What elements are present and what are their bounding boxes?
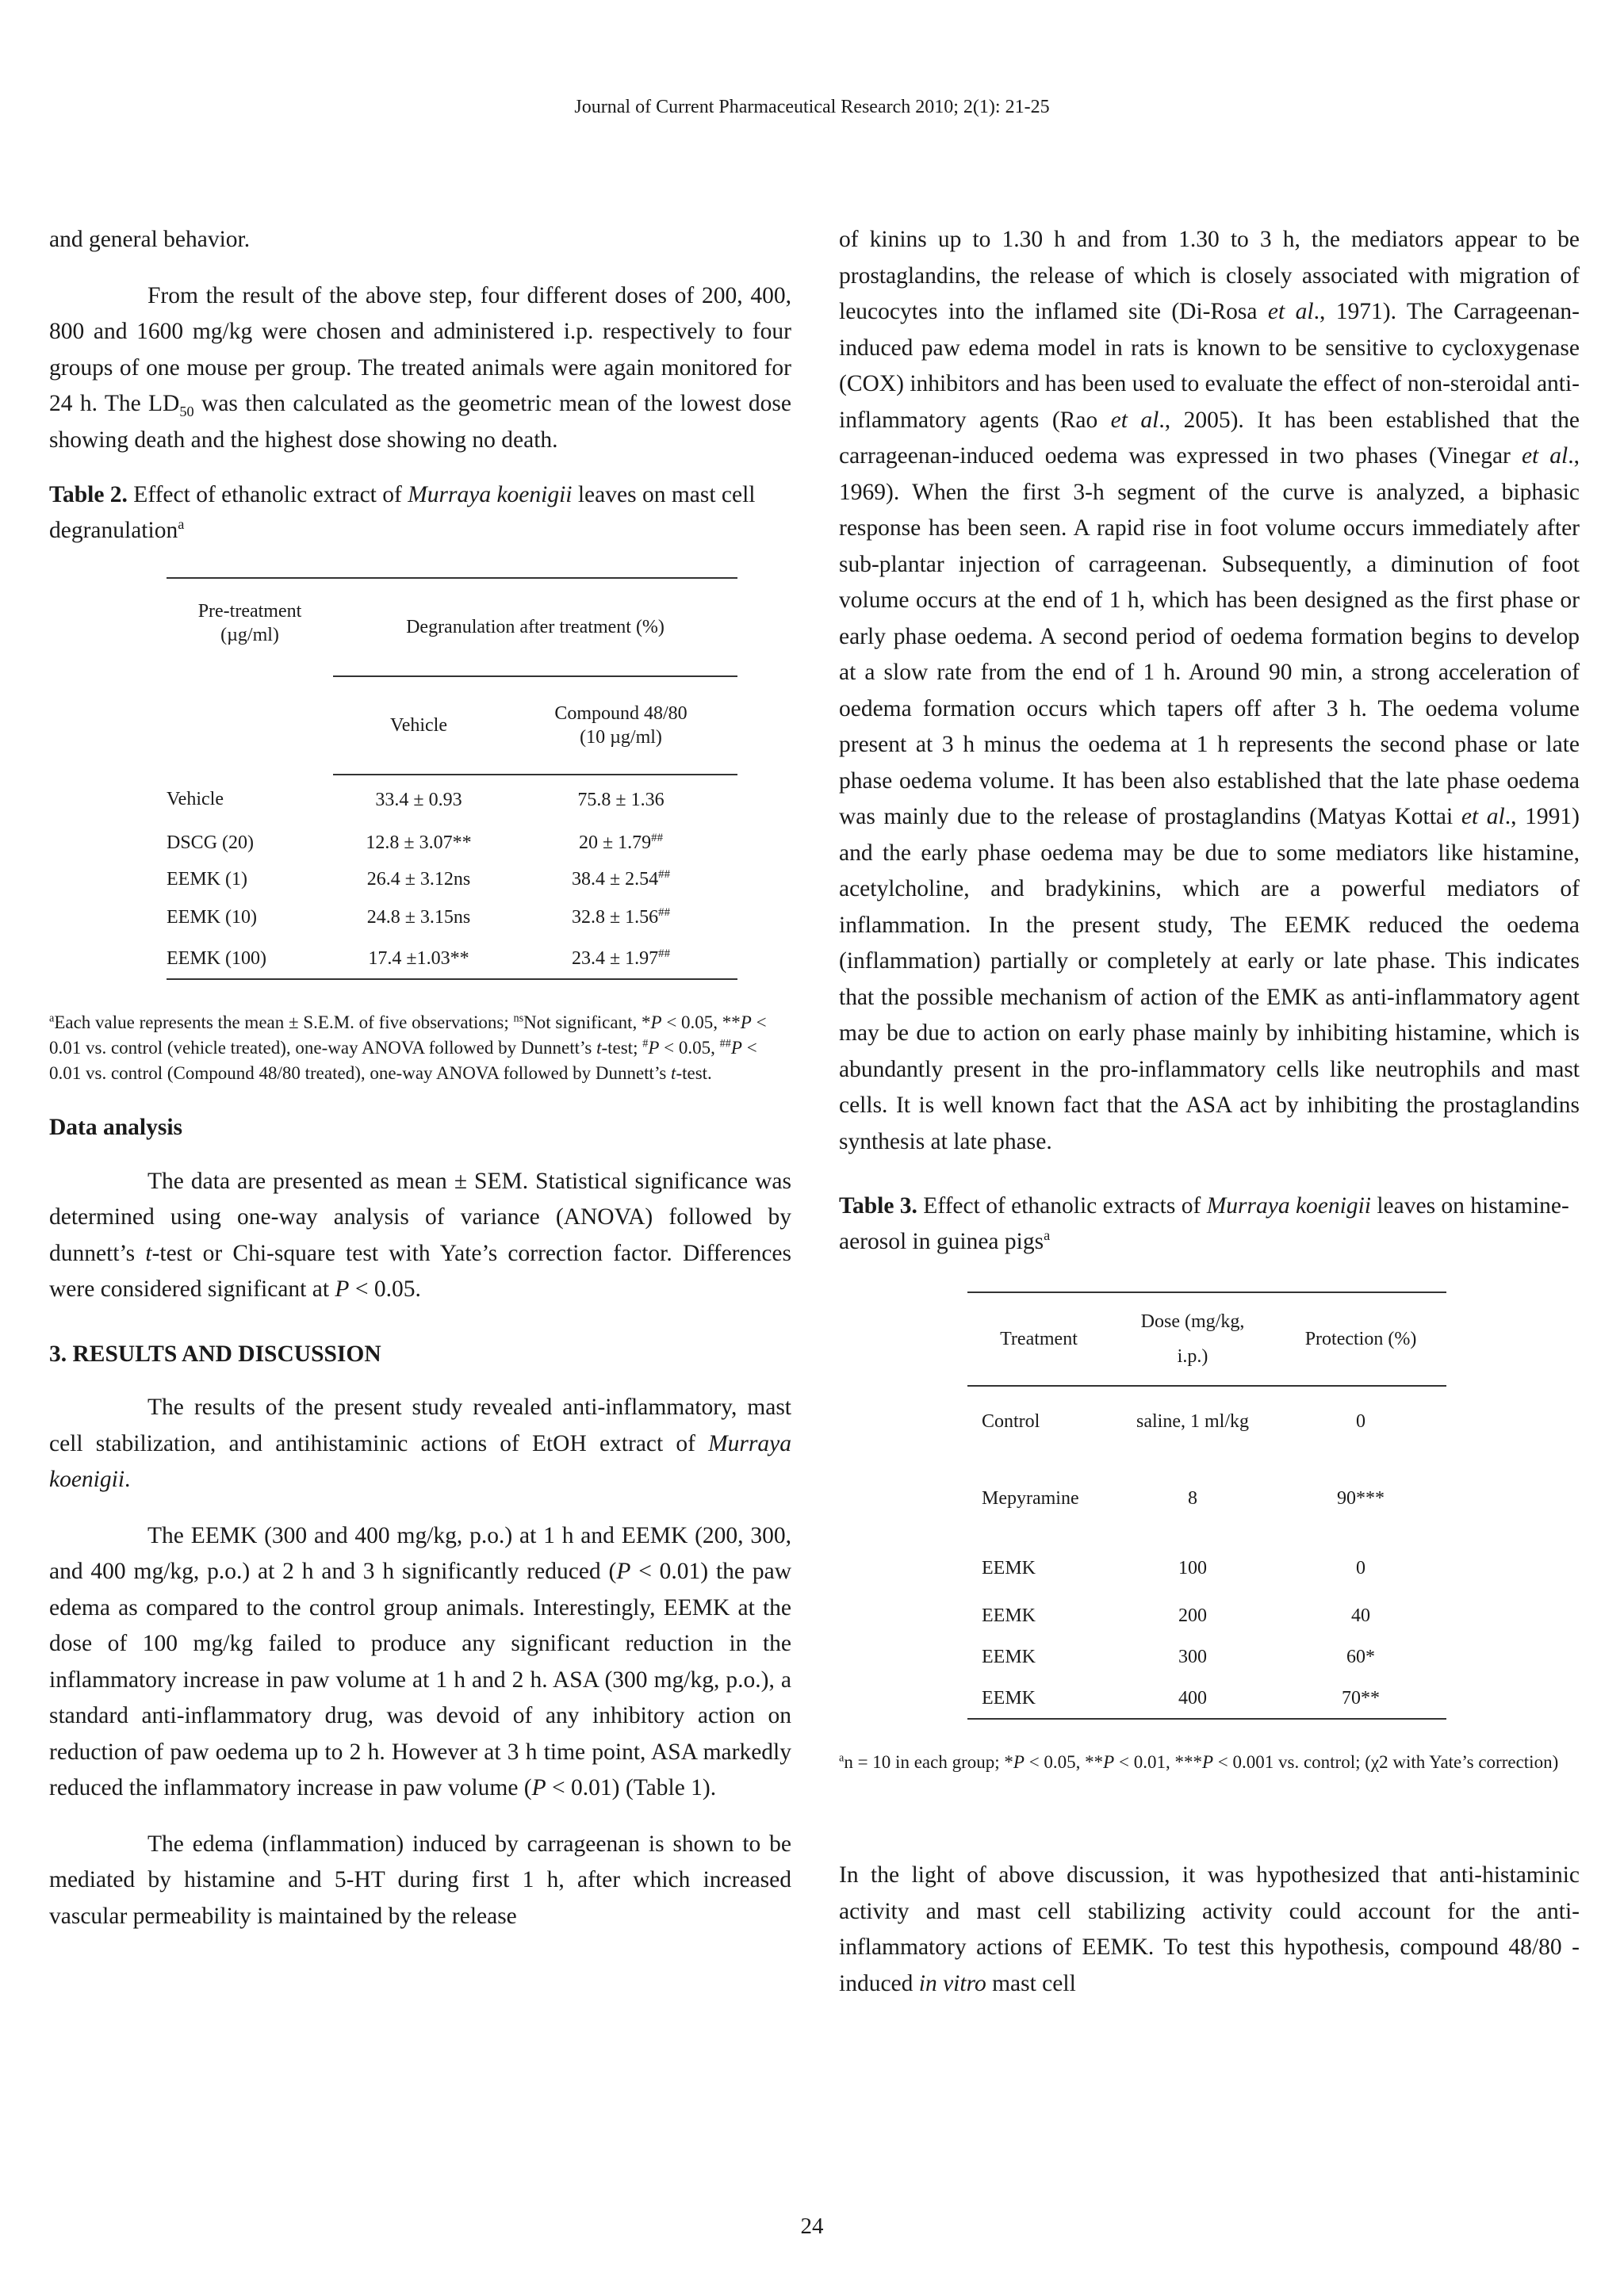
table-row: EEMK 200 40	[982, 1605, 1370, 1626]
paragraph-results-3: The edema (inflammation) induced by carrageenan is shown to be mediated by histamine and 5-HT during first 1 h, after which increased vascular permeability is maintained by the release	[49, 1831, 791, 1929]
table-row: Mepyramine 8 90***	[982, 1488, 1385, 1509]
table-row: EEMK (10) 24.8 ± 3.15ns 32.8 ± 1.56##	[167, 906, 671, 928]
page-number: 24	[800, 2214, 824, 2239]
table2-header-pretreatment: Pre-treatment (µg/ml)	[167, 578, 333, 775]
table3-header-protection: Protection (%)	[1275, 1292, 1446, 1386]
journal-header: Journal of Current Pharmaceutical Research 2010; 2(1): 21-25	[574, 97, 1050, 117]
heading-data-analysis: Data analysis	[49, 1115, 183, 1140]
left-column	[49, 222, 791, 1934]
table2-header-vehicle: Vehicle	[333, 676, 504, 775]
heading-results-discussion: 3. RESULTS AND DISCUSSION	[49, 1341, 381, 1367]
table3-footnote: $^a$n = 10 in each group; *P < 0.05, **P < 0.01, ***P < 0.001 vs. control; (χ2 with Yate’s correction)	[839, 1751, 1559, 1772]
table3-caption: Table 3. Effect of ethanolic extracts of Murraya koenigii leaves on histamine-aerosol in guinea pigs$^a$	[839, 1193, 1569, 1254]
table-row: EEMK 100 0	[982, 1558, 1365, 1578]
table3	[967, 1292, 1446, 1720]
table2-footnote: $^a$Each value represents the mean ± S.E.M. of five observations; $^{ns}$Not significant, *P < 0.05, **P < 0.01 vs. control (vehicle treated), one-way ANOVA followed by Dunnett’s t-test; #P < 0.05, ##P < 0.01 vs. control (Compound 48/80 treated), one-way ANOVA followed by Dunnett’s t-test.	[49, 1012, 767, 1083]
table-row: Control saline, 1 ml/kg 0	[982, 1410, 1365, 1432]
table-row: EEMK 400 70**	[967, 1678, 1446, 1719]
table2-header-group: Degranulation after treatment (%)	[333, 578, 737, 676]
table3-header-dose: Dose (mg/kg, i.p.)	[1110, 1292, 1275, 1386]
table-row: DSCG (20) 12.8 ± 3.07** 20 ± 1.79##	[167, 832, 664, 853]
paragraph-results-1: The results of the present study revealed anti-inflammatory, mast cell stabilization, and antihistaminic actions of EtOH extract of Murraya koenigii.	[49, 1395, 791, 1492]
paragraph-mechanism: of kinins up to 1.30 h and from 1.30 to 3 h, the mediators appear to be prostaglandins, the release of which is closely associated with migration of leucocytes into the inflamed site (Di-Rosa et al., 1971). The Carrageenan-induced paw edema model in rats is known to be sensitive to cycloxygenase (COX) inhibitors and has been used to evaluate the effect of non-steroidal anti-inflammatory agents (Rao et al., 2005). It has been established that the carrageenan-induced oedema was expressed in two phases (Vinegar et al., 1969). When the first 3-h segment of the curve is analyzed, a biphasic response has been seen. A rapid rise in foot volume occurs immediately after sub-plantar injection of carrageenan. Subsequently, a diminution of foot volume occurs at the end of 1 h, which has been designed as the first phase or early phase oedema. A second period of oedema formation begins to develop at a slow rate from the end of 1 h. Around 90 min, a strong acceleration of oedema formation occurs which tapers off after 3 h. The oedema volume present at 3 h minus the oedema at 1 h represents the second phase or late phase oedema volume. It has been also established that the late phase oedema was mainly due to the release of prostaglandins (Matyas Kottai et al., 1991) and the early phase oedema may be due to some mediators like histamine, acetylcholine, and bradykinins, which are a powerful mediators of inflammation. In the present study, The EEMK reduced the oedema (inflammation) partially or completely at early or late phase. This indicates that the possible mechanism of action of the EMK as anti-inflammatory agent may be due to action on early phase mainly by inhibiting histamine, which is abundantly present in the pro-inflammatory cells like neutrophils and mast cells. It is well known fact that the ASA act by inhibiting the prostaglandins synthesis at late phase.	[839, 227, 1580, 1154]
table3-header-treatment: Treatment	[967, 1292, 1110, 1386]
paragraph-hypothesis: In the light of above discussion, it was hypothesized that anti-histaminic activity and mast cell stabilizing activity could account for the anti-inflammatory actions of EEMK. To test this hypothesis, compound 48/80 - induced in vitro mast cell	[839, 1862, 1580, 1996]
table2-caption: Table 2. Effect of ethanolic extract of Murraya koenigii leaves on mast cell degranulation$^a$	[49, 482, 756, 543]
table-row: EEMK (1) 26.4 ± 3.12ns 38.4 ± 2.54##	[167, 868, 671, 890]
table2-header-compound: Compound 48/80 (10 µg/ml)	[504, 676, 737, 775]
paragraph-general-behavior: and general behavior.	[49, 227, 251, 252]
paragraph-data-analysis: The data are presented as mean ± SEM. Statistical significance was determined using one-way analysis of variance (ANOVA) followed by dunnett’s t-test or Chi-square test with Yate’s correction factor. Differences were considered significant at P < 0.05.	[49, 1168, 791, 1302]
paragraph-results-2: The EEMK (300 and 400 mg/kg, p.o.) at 1 h and EEMK (200, 300, and 400 mg/kg, p.o.) at 2 h and 3 h significantly reduced (P < 0.01) the paw edema as compared to the control group animals. Interestingly, EEMK at the dose of 100 mg/kg failed to produce any significant reduction in the inflammatory increase in paw volume at 1 h and 2 h. ASA (300 mg/kg, p.o.), a standard anti-inflammatory drug, was devoid of any inhibitory action on reduction of paw oedema up to 2 h. However at 3 h time point, ASA markedly reduced the inflammatory increase in paw volume (P < 0.01) (Table 1).	[49, 1522, 791, 1800]
right-column	[839, 222, 1580, 2002]
table-row: EEMK 300 60*	[982, 1647, 1375, 1667]
paragraph-ld50: From the result of the above step, four different doses of 200, 400, 800 and 1600 mg/kg were chosen and administered i.p. respectively to four groups of one mouse per group. The treated animals were again monitored for 24 h. The $LD_{50}$ was then calculated as the geometric mean of the lowest dose showing death and the highest dose showing no death.	[49, 282, 792, 453]
table-row: Vehicle 33.4 ± 0.93 75.8 ± 1.36	[167, 789, 665, 810]
table2	[167, 577, 737, 980]
table-row: EEMK (100) 17.4 ±1.03** 23.4 ± 1.97##	[167, 938, 737, 979]
